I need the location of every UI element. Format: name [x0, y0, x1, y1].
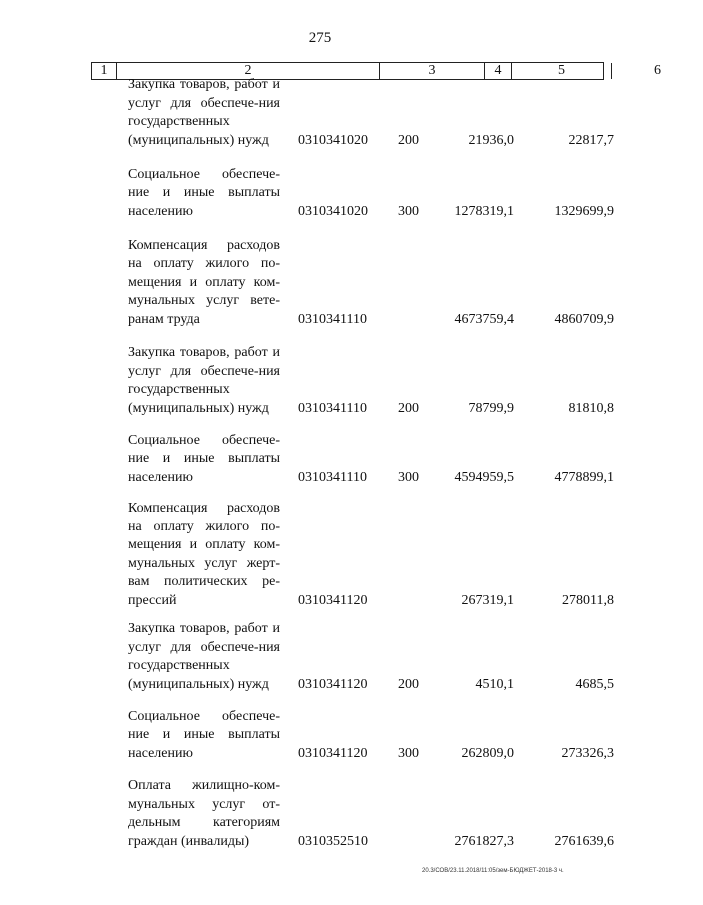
- row-value-6: 4685,5: [575, 676, 614, 692]
- row-value-5: 78799,9: [468, 400, 514, 416]
- row-value-6: 278011,8: [562, 592, 614, 608]
- row-code: 0310341110: [298, 311, 367, 327]
- row-name: Социальное обеспече-ние и иные выплаты населению: [128, 708, 280, 761]
- row-type: 200: [398, 132, 419, 148]
- row-value-5: 4510,1: [475, 676, 514, 692]
- row-value-5: 262809,0: [461, 745, 514, 761]
- table-row: [0, 344, 640, 418]
- row-value-5: 1278319,1: [454, 203, 514, 219]
- row-name: Социальное обеспече-ние и иные выплаты населению: [128, 166, 280, 219]
- page-number: 275: [308, 30, 332, 46]
- row-code: 0310341020: [298, 132, 368, 148]
- header-col-6: 6: [654, 63, 661, 78]
- header-col-3: 3: [380, 63, 485, 79]
- table-row: [0, 77, 640, 150]
- row-code: 0310341020: [298, 203, 368, 219]
- table-row: [0, 776, 640, 851]
- header-col-4: 4: [485, 63, 512, 79]
- row-value-5: 2761827,3: [454, 833, 514, 849]
- row-code: 0310341110: [298, 400, 367, 416]
- row-code: 0310341120: [298, 676, 368, 692]
- row-name: Закупка товаров, работ и услуг для обеспече-ния государственных (муниципальных) нужд: [128, 77, 280, 148]
- document-footer: 20.3/СОВ/23.11.2018/11:05/зем-БЮДЖЕТ-2018-3 ч.: [422, 868, 564, 874]
- row-value-6: 2761639,6: [554, 833, 614, 849]
- row-type: 300: [398, 203, 419, 219]
- table-row: [0, 237, 640, 329]
- row-name: Компенсация расходов на оплату жилого по-мещения и оплату ком-мунальных услуг жерт-вам политических ре-прессий: [128, 500, 280, 608]
- header-col-5: 5: [512, 63, 612, 79]
- table-row: [0, 620, 640, 694]
- row-type: 200: [398, 676, 419, 692]
- row-name: Социальное обеспече-ние и иные выплаты населению: [128, 432, 280, 485]
- row-code: 0310341110: [298, 469, 367, 485]
- row-value-5: 4673759,4: [454, 311, 514, 327]
- row-code: 0310341120: [298, 592, 368, 608]
- row-name: Закупка товаров, работ и услуг для обеспече-ния государственных (муниципальных) нужд: [128, 345, 280, 416]
- row-value-6: 81810,8: [568, 400, 614, 416]
- row-value-5: 21936,0: [468, 132, 514, 148]
- row-code: 0310352510: [298, 833, 368, 849]
- table-row: [0, 160, 640, 221]
- table-row: [0, 500, 640, 610]
- header-col-2: 2: [117, 63, 380, 79]
- row-value-6: 4860709,9: [554, 311, 614, 327]
- row-value-6: 1329699,9: [554, 203, 614, 219]
- row-value-6: 273326,3: [561, 745, 614, 761]
- row-type: 300: [398, 469, 419, 485]
- table-row: [0, 431, 640, 487]
- row-value-6: 4778899,1: [554, 469, 614, 485]
- table-row: [0, 706, 640, 763]
- row-type: 200: [398, 400, 419, 416]
- header-col-1: 1: [92, 63, 117, 79]
- row-value-5: 267319,1: [461, 592, 514, 608]
- row-type: 300: [398, 745, 419, 761]
- row-code: 0310341120: [298, 745, 368, 761]
- row-name: Оплата жилищно-ком-мунальных услуг от-дельным категориям граждан (инвалиды): [128, 778, 280, 849]
- row-value-5: 4594959,5: [454, 469, 514, 485]
- row-name: Компенсация расходов на оплату жилого по-мещения и оплату ком-мунальных услуг вете-ранам труда: [128, 237, 280, 327]
- row-name: Закупка товаров, работ и услуг для обеспече-ния государственных (муниципальных) нужд: [128, 621, 280, 692]
- row-value-6: 22817,7: [568, 132, 614, 148]
